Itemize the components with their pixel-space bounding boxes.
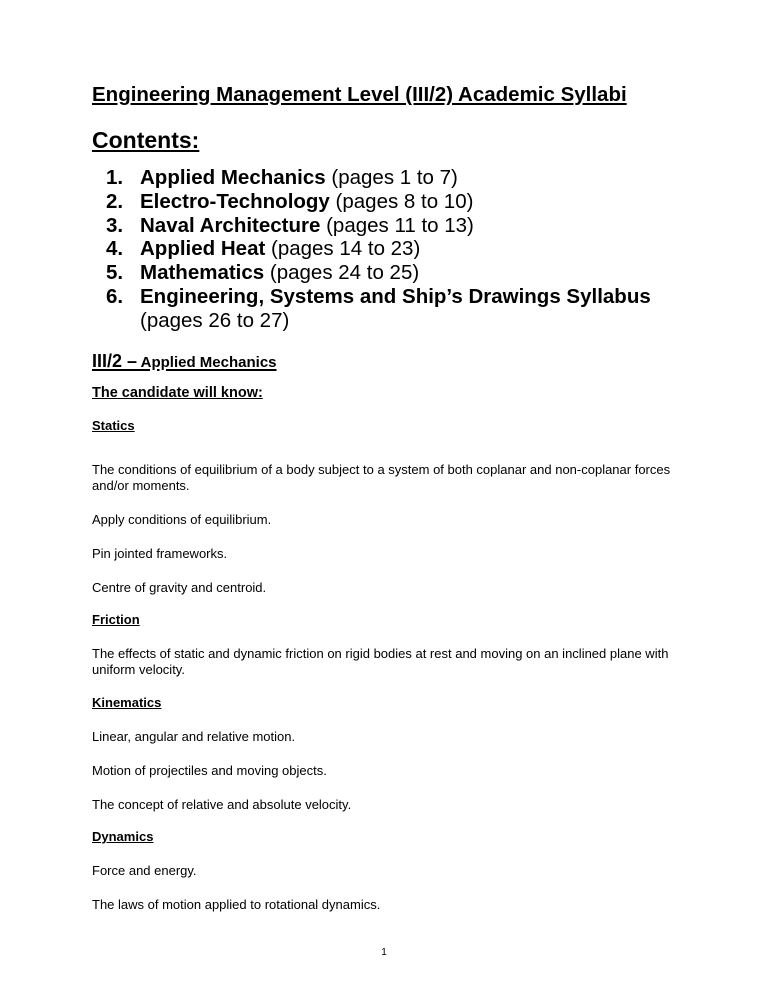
section-heading [92,346,277,374]
section-code: III/2 – [92,351,138,371]
contents-heading: Contents: [92,127,200,153]
contents-item-pages: (pages 14 to 23) [265,237,421,261]
statics-item-centroid: Centre of gravity and centroid. [92,580,267,595]
kinematics-item-projectiles: Motion of projectiles and moving objects. [92,763,327,778]
contents-item-electro-technology [106,190,651,214]
contents-item-name: Engineering, Systems and Ship’s Drawings Syllabus [140,284,651,308]
contents-item-pages: (pages 1 to 7) [325,166,458,189]
candidate-heading: The candidate will know: [92,385,263,401]
contents-item-drawings-syllabus [106,285,651,333]
contents-item-number: 1. [106,166,124,189]
statics-item-equilibrium: The conditions of equilibrium of a body subject to a system of both coplanar and non-coplanar forces and/or moments. [92,462,671,493]
page-number: 1 [381,947,387,958]
section-title: Applied Mechanics [137,354,277,371]
dynamics-item-laws-of-motion: The laws of motion applied to rotational dynamics. [92,897,381,912]
contents-item-number: 4. [106,237,124,261]
kinematics-item-motion: Linear, angular and relative motion. [92,729,296,744]
contents-item-number: 2. [106,189,124,213]
kinematics-item-velocity: The concept of relative and absolute velocity. [92,797,352,812]
contents-item-applied-mechanics [106,166,651,190]
contents-item-pages: (pages 8 to 10) [329,189,474,213]
topic-heading-friction: Friction [92,612,140,627]
friction-item-effects: The effects of static and dynamic friction on rigid bodies at rest and moving on an inclined plane with uniform velocity. [92,646,669,677]
contents-item-number: 5. [106,261,124,285]
topic-heading-statics: Statics [92,418,135,433]
contents-item-name: Naval Architecture [140,213,321,237]
contents-item-number: 3. [106,213,124,237]
topic-heading-dynamics: Dynamics [92,829,154,844]
contents-item-name: Applied Mechanics [140,166,326,189]
statics-item-apply-conditions: Apply conditions of equilibrium. [92,512,272,527]
document-title: Engineering Management Level (III/2) Academic Syllabi [92,83,627,106]
contents-item-pages: (pages 11 to 13) [320,213,474,237]
contents-item-applied-heat [106,237,651,261]
contents-item-number: 6. [106,284,124,308]
statics-item-frameworks: Pin jointed frameworks. [92,546,228,561]
contents-item-name: Mathematics [140,261,265,285]
contents-item-mathematics [106,261,651,285]
contents-item-name: Electro-Technology [140,189,330,213]
contents-item-name: Applied Heat [140,237,266,261]
dynamics-item-force-energy: Force and energy. [92,863,197,878]
contents-item-pages: (pages 24 to 25) [264,261,420,285]
contents-item-naval-architecture [106,214,651,238]
topic-heading-kinematics: Kinematics [92,695,162,710]
contents-item-pages: (pages 26 to 27) [140,308,290,332]
contents-list [106,166,651,333]
